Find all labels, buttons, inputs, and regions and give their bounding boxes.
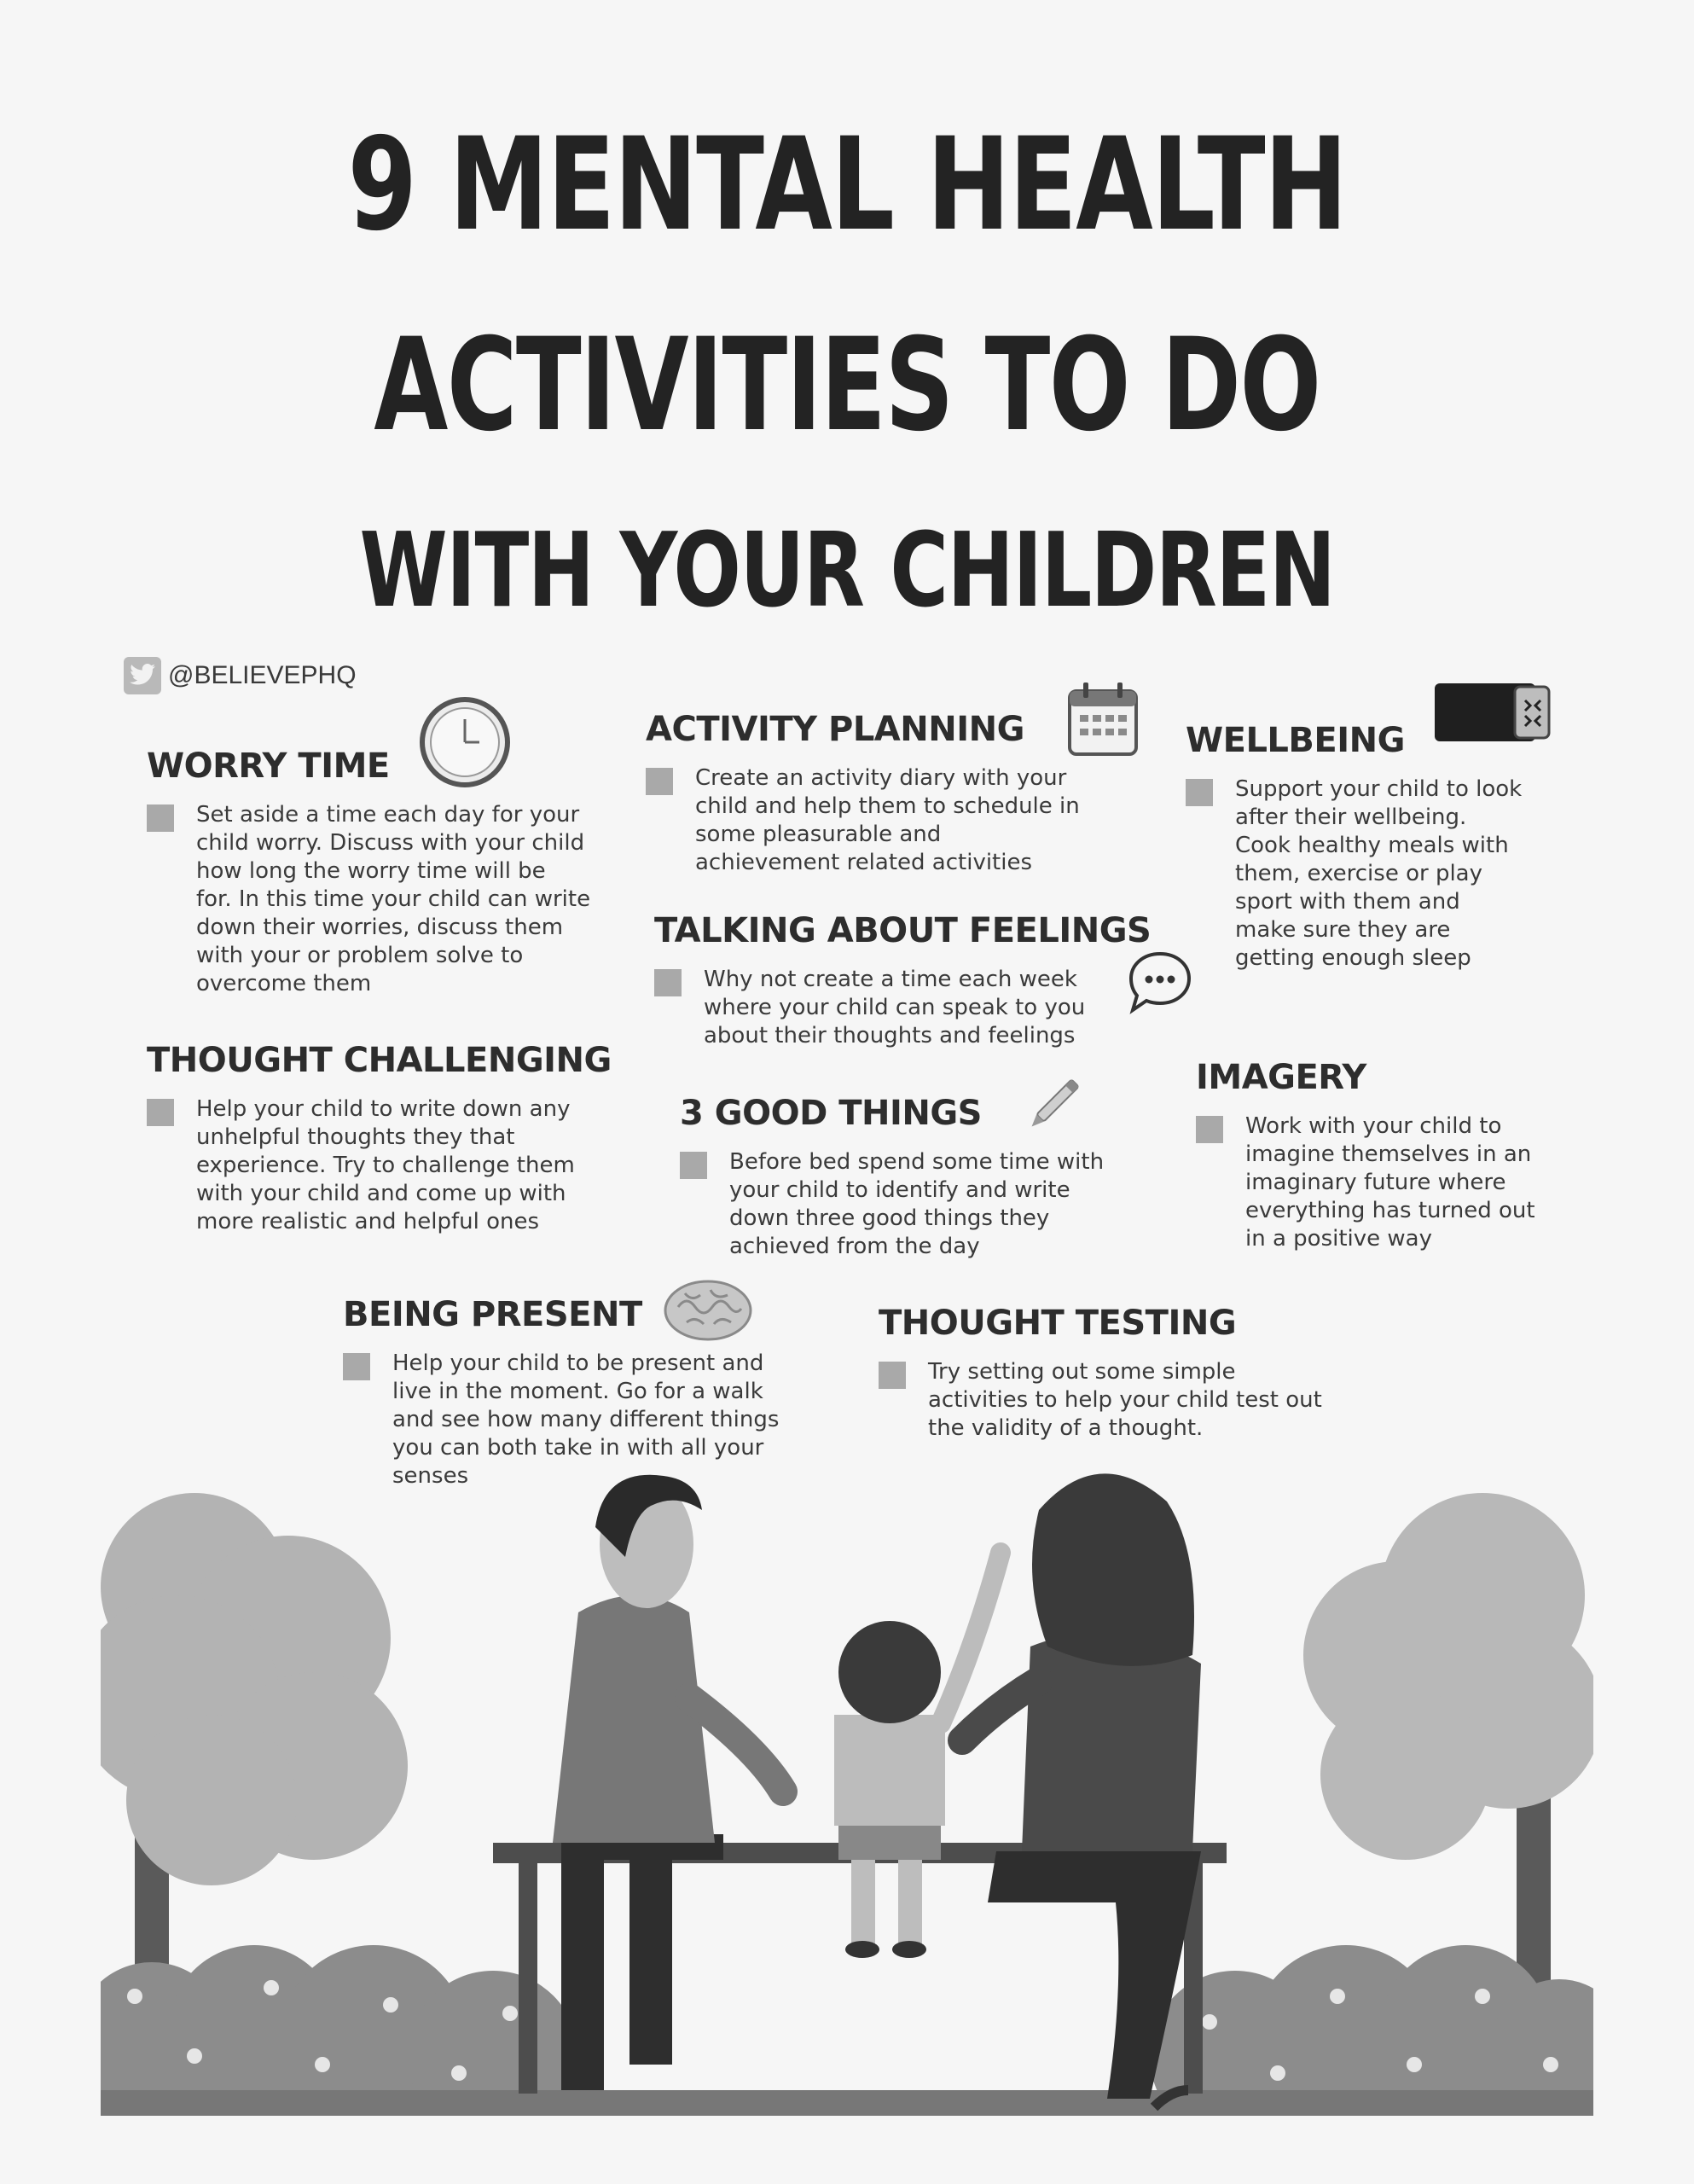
section-three-good-things [680,1094,1175,1261]
twitter-handle [124,657,357,694]
section-title: THOUGHT TESTING [879,1304,1237,1343]
section-thought-challenging [147,1041,676,1236]
section-imagery [1196,1058,1639,1253]
section-text: Why not create a time each week where your child can speak to you about their thoughts and feelings [704,967,1086,1048]
section-title: BEING PRESENT [343,1295,642,1334]
section-text: Before bed spend some time with your child to identify and write down three good things they achieved from the day [729,1149,1105,1259]
page-title-line-1: 9 MENTAL HEALTH [347,111,1347,259]
father-figure [553,1475,783,2090]
section-text: Work with your child to imagine themselves in an imaginary future where everything has turned out in a positive way [1245,1113,1535,1252]
section-text: Help your child to write down any unhelpful thoughts they that experience. Try to challenge them with your child and come up with more realistic and helpful ones [196,1096,575,1234]
section-talking-about-feelings [654,911,1183,1050]
page-title-line-3: WITH YOUR CHILDREN [359,512,1335,630]
bullet-square [147,1099,174,1126]
section-title: WORRY TIME [147,746,390,786]
bullet-square [343,1353,370,1380]
section-worry-time [147,746,658,998]
battery-icon [1433,678,1552,750]
bullet-square [1186,779,1213,806]
bullet-square [654,969,682,996]
section-title: ACTIVITY PLANNING [646,710,1024,749]
section-wellbeing [1186,721,1629,973]
section-text: Set aside a time each day for your child worry. Discuss with your child how long the worry time will be for. In this time your child can write down their worries, discuss them with your or problem solve to overcome them [196,802,591,996]
clock-icon [418,695,512,793]
twitter-icon [124,657,161,694]
section-title: 3 GOOD THINGS [680,1094,982,1133]
pen-icon [1019,1071,1088,1142]
section-text: Help your child to be present and live in the moment. Go for a walk and see how many different things you can both take in with all your senses [392,1350,780,1489]
section-text: Try setting out some simple activities to help your child test out the validity of a thought. [928,1359,1322,1441]
section-title: TALKING ABOUT FEELINGS [654,911,1152,950]
section-title: THOUGHT CHALLENGING [147,1041,612,1080]
section-thought-testing [879,1304,1390,1443]
section-title: IMAGERY [1196,1058,1366,1097]
section-title: WELLBEING [1186,721,1405,760]
twitter-handle-text: @BELIEVEPHQ [168,661,357,689]
child-figure [834,1553,1001,1958]
bullet-square [680,1152,707,1179]
bullet-square [147,804,174,832]
bullet-square [879,1362,906,1389]
family-on-bench-illustration [101,1442,1593,2116]
section-text: Create an activity diary with your child and help them to schedule in some pleasurable and achievement related activities [695,765,1080,875]
bullet-square [1196,1116,1223,1143]
page-title-line-2: ACTIVITIES TO DO [374,311,1320,460]
brain-icon [661,1276,755,1348]
speech-bubble-icon [1126,949,1194,1020]
bullet-square [646,768,673,795]
calendar-icon [1066,681,1140,761]
section-text: Support your child to look after their wellbeing. Cook healthy meals with them, exercise or play sport with them and make sure they are getting enough sleep [1235,776,1523,971]
